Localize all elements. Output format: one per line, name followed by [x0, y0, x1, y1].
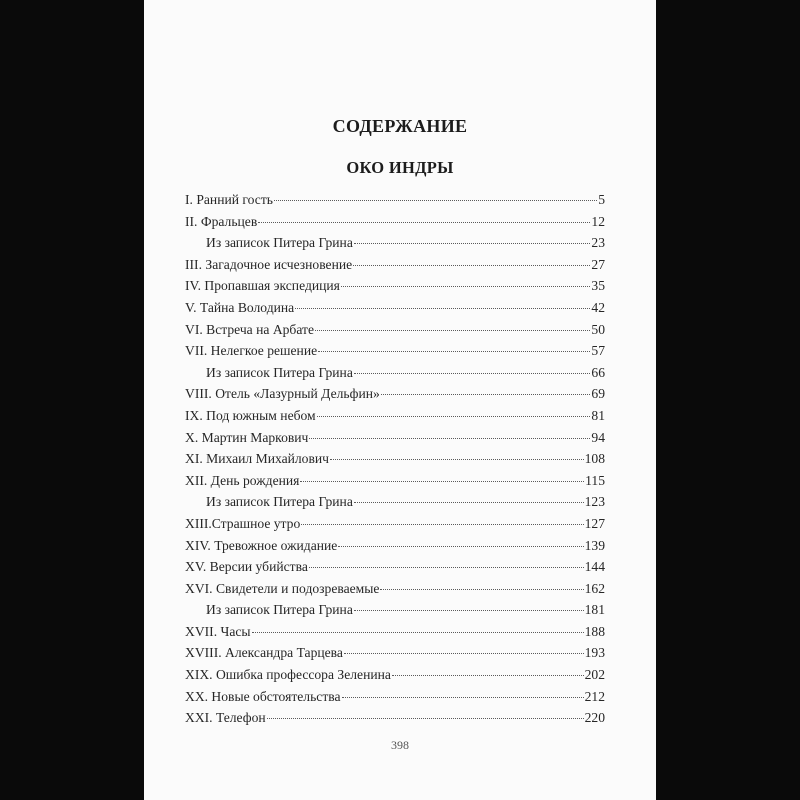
toc-entry-title: Из записок Питера Грина: [206, 235, 353, 251]
dot-leader: [252, 632, 584, 633]
toc-entry-page: 5: [598, 192, 605, 207]
toc-entry-page: 115: [585, 472, 605, 488]
toc-entry-title: Из записок Питера Грина: [206, 364, 353, 380]
dot-leader: [354, 610, 584, 611]
dot-leader: [354, 243, 591, 244]
toc-entry: [185, 322, 605, 344]
toc-entry-page: 69: [591, 386, 605, 402]
page-title: СОДЕРЖАНИЕ: [332, 116, 468, 136]
toc-entry-page: 81: [591, 407, 605, 423]
dot-leader: [315, 330, 590, 331]
dot-leader: [380, 589, 583, 590]
scan-border-left: [0, 0, 144, 800]
toc-entry-title: IV. Пропавшая экспедиция: [185, 278, 340, 294]
toc-entry: [185, 624, 605, 646]
toc-entry-title: XII. День рождения: [185, 472, 300, 488]
dot-leader: [353, 265, 590, 266]
toc-entry-page: 57: [591, 343, 605, 359]
toc-entry: [185, 451, 605, 473]
toc-entry-title: XVII. Часы: [185, 623, 251, 639]
toc-entry-page: 66: [591, 364, 605, 380]
dot-leader: [274, 200, 597, 201]
dot-leader: [342, 697, 584, 698]
toc-entry: [185, 602, 605, 624]
toc-entry: [185, 343, 605, 365]
toc-entry-title: XX. Новые обстоятельства: [185, 688, 341, 704]
dot-leader: [301, 524, 583, 525]
dot-leader: [392, 675, 584, 676]
toc-entry-page: 12: [591, 213, 605, 229]
dot-leader: [317, 416, 591, 417]
toc-entry: [185, 689, 605, 711]
toc-entry-title: XI. Михаил Михайлович: [185, 451, 330, 467]
dot-leader: [309, 438, 590, 439]
toc-entry: [185, 538, 605, 560]
dot-leader: [344, 653, 584, 654]
toc-entry: [185, 300, 605, 322]
toc-entry: [185, 430, 605, 452]
toc-entry: [185, 386, 605, 408]
toc-entry-title: IX. Под южным небом: [185, 407, 316, 423]
toc-entry-title: XVI. Свидетели и подозреваемые: [185, 580, 380, 596]
toc-entry: [185, 278, 605, 300]
book-page: [144, 0, 656, 800]
toc-entry-page: 108: [584, 451, 605, 467]
toc-entry-page: 162: [584, 580, 605, 596]
toc-entry-page: 193: [584, 645, 605, 661]
toc-entry: [185, 710, 605, 732]
dot-leader: [318, 351, 590, 352]
toc-entry: [185, 365, 605, 387]
toc-entry-page: 127: [584, 515, 605, 531]
toc-entry-title: Из записок Питера Грина: [206, 602, 353, 618]
dot-leader: [338, 546, 583, 547]
toc-entry-page: 94: [591, 429, 605, 445]
section-title: ОКО ИНДРЫ: [346, 158, 454, 177]
toc-entry-page: 220: [584, 710, 605, 726]
toc-entry: [185, 516, 605, 538]
toc-entry: [185, 235, 605, 257]
toc-entry-page: 50: [591, 321, 605, 337]
toc-entry-title: Из записок Питера Грина: [206, 494, 353, 510]
toc-entry: [185, 559, 605, 581]
dot-leader: [267, 718, 584, 719]
dot-leader: [354, 373, 591, 374]
dot-leader: [258, 222, 590, 223]
toc-entry-title: XIV. Тревожное ожидание: [185, 537, 338, 553]
toc-entry-title: VI. Встреча на Арбате: [185, 321, 315, 337]
toc-entry-title: XXI. Телефон: [185, 710, 266, 726]
toc-entry-title: X. Мартин Маркович: [185, 429, 309, 445]
toc-entry-page: 27: [591, 256, 605, 272]
toc-entry: [185, 494, 605, 516]
toc-entry-page: 23: [591, 235, 605, 251]
toc-entry: [185, 214, 605, 236]
dot-leader: [330, 459, 584, 460]
toc-entry-title: XIX. Ошибка профессора Зеленина: [185, 667, 391, 683]
toc-entry: [185, 257, 605, 279]
scan-border-right: [656, 0, 800, 800]
toc-entry-title: XVIII. Александра Тарцева: [185, 645, 343, 661]
dot-leader: [354, 502, 584, 503]
toc-entry-page: 35: [591, 278, 605, 294]
toc-entry: [185, 667, 605, 689]
toc-entry-page: 139: [584, 537, 605, 553]
toc-entry-page: 123: [584, 494, 605, 510]
dot-leader: [381, 394, 591, 395]
page-number: 398: [391, 738, 409, 752]
toc-entry: [185, 473, 605, 495]
toc-entry-page: 202: [584, 667, 605, 683]
toc-entry-title: VII. Нелегкое решение: [185, 343, 318, 359]
toc-entry-title: VIII. Отель «Лазурный Дельфин»: [185, 386, 380, 402]
toc-entry: [185, 408, 605, 430]
toc-entry-page: 188: [584, 623, 605, 639]
table-of-contents: [185, 192, 605, 732]
toc-entry-page: 181: [584, 602, 605, 618]
dot-leader: [300, 481, 584, 482]
toc-entry-title: III. Загадочное исчезновение: [185, 256, 353, 272]
toc-entry-page: 212: [584, 688, 605, 704]
toc-entry-title: II. Фральцев: [185, 213, 258, 229]
toc-entry: [185, 581, 605, 603]
toc-entry: [185, 192, 605, 214]
dot-leader: [295, 308, 590, 309]
toc-entry-page: 144: [584, 559, 605, 575]
toc-entry-title: XV. Версии убийства: [185, 559, 308, 575]
toc-entry-title: I. Ранний гость: [185, 192, 273, 207]
toc-entry-title: V. Тайна Володина: [185, 299, 295, 315]
dot-leader: [341, 286, 590, 287]
toc-entry-page: 42: [591, 299, 605, 315]
dot-leader: [309, 567, 584, 568]
toc-entry-title: XIII.Страшное утро: [185, 515, 301, 531]
toc-entry: [185, 645, 605, 667]
